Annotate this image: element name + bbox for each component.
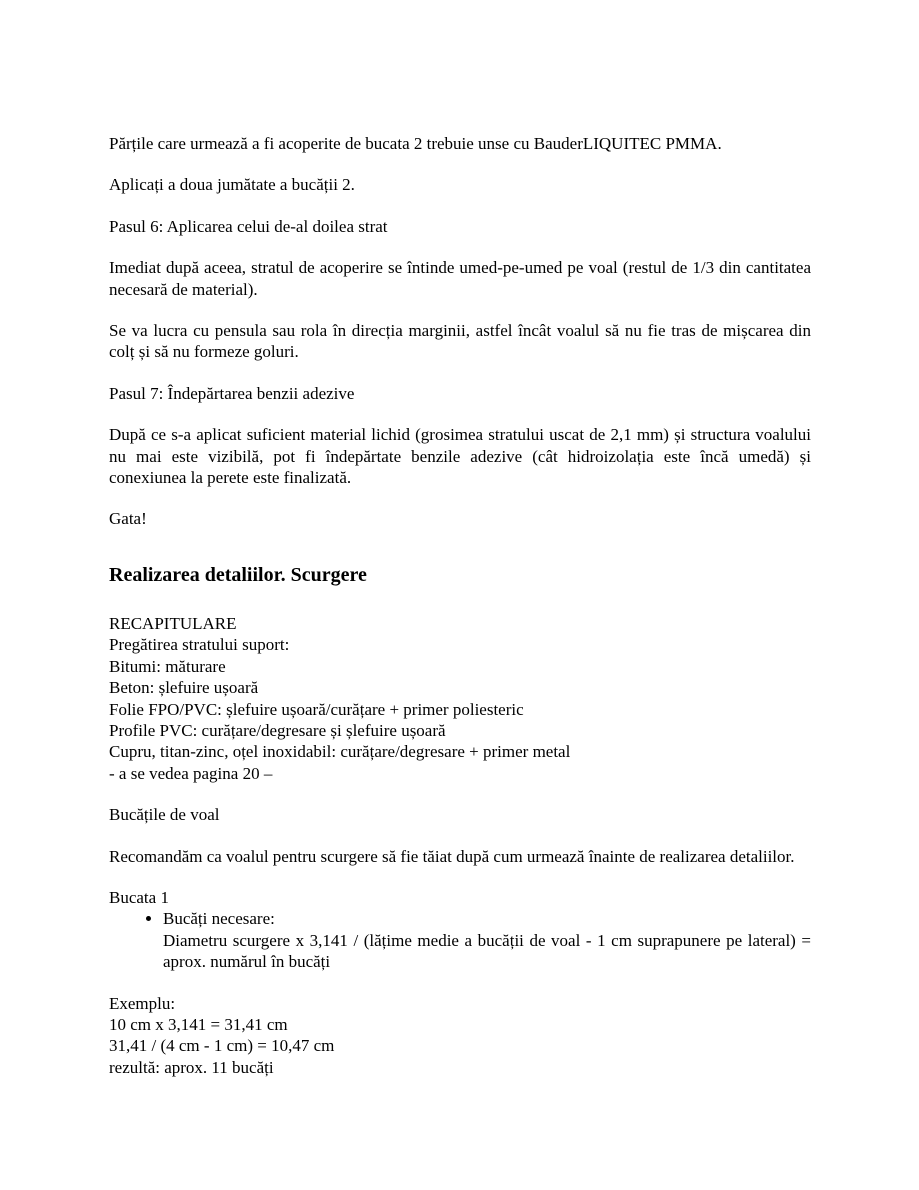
recap-line-concrete: Beton: șlefuire ușoară	[109, 678, 259, 698]
paragraph-fleece-recommendation: Recomandăm ca voalul pentru scurgere să fie tăiat după cum urmează înainte de realizarea detaliilor.	[109, 846, 795, 866]
recap-line-substrate: Pregătirea stratului suport:	[109, 635, 290, 655]
recap-line-see-page-20: - a se vedea pagina 20 –	[109, 763, 273, 783]
section-heading-drainage: Realizarea detaliilor. Scurgere	[109, 563, 367, 586]
paragraph-coating-note: Părțile care urmează a fi acoperite de bucata 2 trebuie unse cu BauderLIQUITEC PMMA.	[109, 134, 722, 153]
step-7-title: Pasul 7: Îndepărtarea benzii adezive	[109, 383, 355, 403]
step-6-title: Pasul 6: Aplicarea celui de-al doilea strat	[109, 216, 388, 236]
done-text: Gata!	[109, 509, 147, 529]
bullet-label-pieces-needed: • Bucăți necesare:	[163, 909, 275, 929]
piece-1-list-item	[163, 908, 811, 972]
example-block	[109, 993, 811, 1079]
step-7-paragraph-1: După ce s-a aplicat suficient material lichid (grosimea stratului uscat de 2,1 mm) și structura voalului nu mai este vizibilă, pot fi îndepărtate benzile adezive (cât hidroizolația este încă umedă) și conexiunea la perete este finalizată.	[109, 425, 811, 488]
piece-1-list	[109, 908, 811, 972]
bullet-body-formula: Diametru scurgere x 3,141 / (lățime medie a bucății de voal - 1 cm suprapunere pe lateral) = aprox. numărul în bucăți	[163, 930, 811, 972]
example-title: Exemplu:	[109, 993, 176, 1013]
piece-1-title: Bucata 1	[109, 887, 169, 907]
document-body	[109, 133, 811, 1078]
recap-block	[109, 613, 811, 784]
subtitle-fleece-pieces: Bucățile de voal	[109, 805, 220, 825]
recap-line-bitumen: Bitumi: măturare	[109, 656, 226, 676]
paragraph-apply-second-half: Aplicați a doua jumătate a bucății 2.	[109, 175, 355, 195]
recap-title: RECAPITULARE	[109, 613, 237, 633]
recap-line-fpo-pvc-foil: Folie FPO/PVC: șlefuire ușoară/curățare + primer poliesteric	[109, 699, 524, 719]
step-6-paragraph-2: Se va lucra cu pensula sau rola în direcția marginii, astfel încât voalul să nu fie tras de mișcarea din colț și să nu formeze goluri.	[109, 321, 811, 362]
recap-line-metals: Cupru, titan-zinc, oțel inoxidabil: curățare/degresare + primer metal	[109, 742, 571, 762]
example-line-result: rezultă: aprox. 11 bucăți	[109, 1057, 274, 1077]
step-6-paragraph-1: Imediat după aceea, stratul de acoperire se întinde umed-pe-umed pe voal (restul de 1/3 din cantitatea necesară de material).	[109, 258, 811, 299]
example-line-division: 31,41 / (4 cm - 1 cm) = 10,47 cm	[109, 1036, 335, 1056]
example-line-circumference: 10 cm x 3,141 = 31,41 cm	[109, 1014, 288, 1034]
recap-line-pvc-profiles: Profile PVC: curățare/degresare și șlefuire ușoară	[109, 720, 446, 740]
